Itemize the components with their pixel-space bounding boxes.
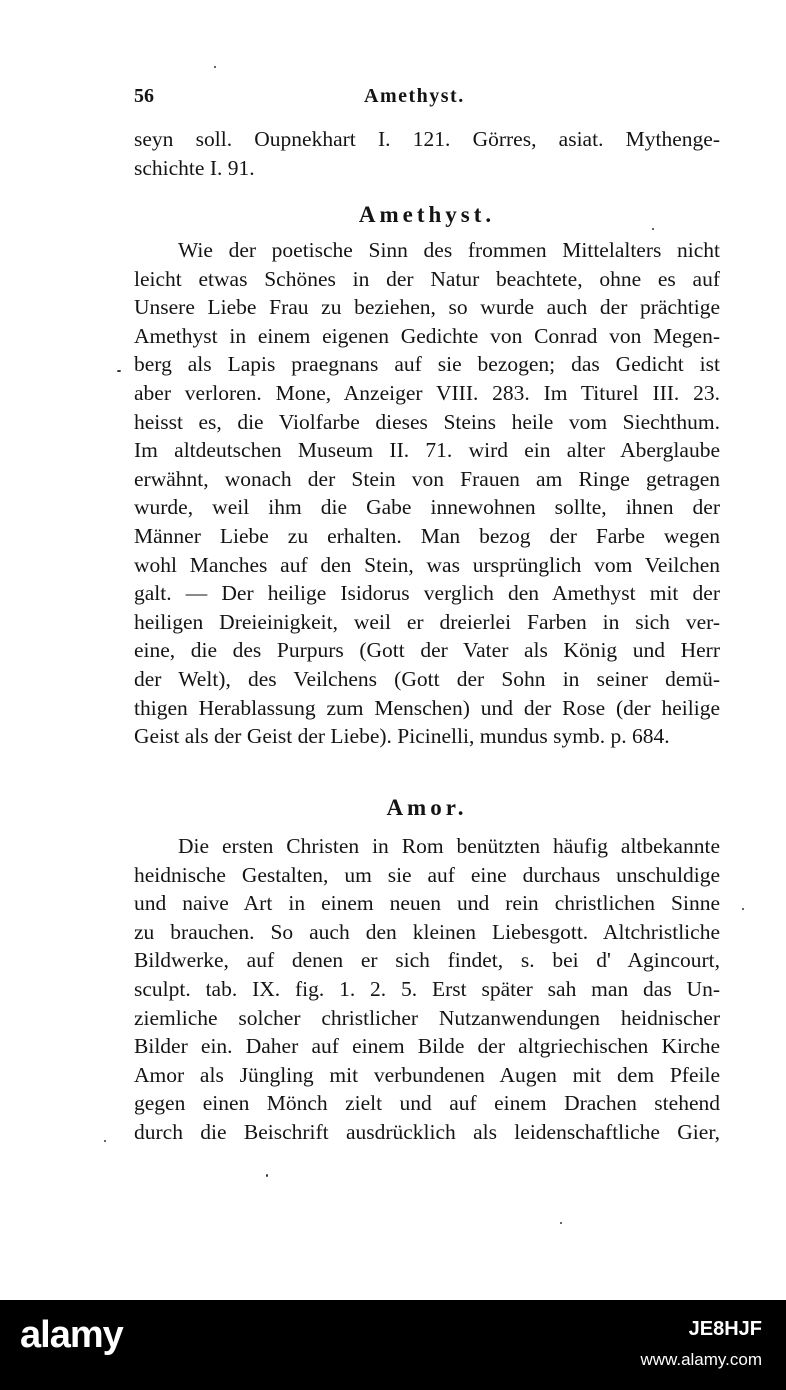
- text-line: der Welt), des Veilchens (Gott der Sohn in seiner demü-: [134, 666, 720, 691]
- text-line: Geist als der Geist der Liebe). Picinelli, mundus symb. p. 684.: [134, 724, 670, 749]
- image-id: JE8HJF: [688, 1318, 762, 1340]
- text-line: Amethyst in einem eigenen Gedichte von Conrad von Megen-: [134, 323, 720, 348]
- text-line: leicht etwas Schönes in der Natur beachtete, ohne es auf: [134, 266, 720, 291]
- section-heading-amor: Amor.: [386, 795, 468, 820]
- watermark-bar: [0, 1300, 786, 1390]
- text-line: Wie der poetische Sinn des frommen Mittelalters nicht: [178, 238, 720, 262]
- watermark-url: www.alamy.com: [640, 1350, 762, 1369]
- text-line: und naive Art in einem neuen und rein christlichen Sinne: [134, 891, 720, 916]
- print-speck: [104, 1140, 106, 1142]
- text-line: thigen Herablassung zum Menschen) und der Rose (der heilige: [134, 695, 720, 720]
- text-line: sculpt. tab. IX. fig. 1. 2. 5. Erst später sah man das Un-: [134, 976, 720, 1001]
- text-line: ziemliche solcher christlicher Nutzanwendungen heidnischer: [134, 1005, 720, 1030]
- text-line: Unsere Liebe Frau zu beziehen, so wurde auch der prächtige: [134, 295, 720, 320]
- intro-paragraph: [134, 125, 720, 182]
- page-number: 56: [134, 85, 154, 107]
- text-line: gegen einen Mönch zielt und auf einem Drachen stehend: [134, 1091, 720, 1116]
- running-head: [134, 85, 720, 113]
- text-line: heisst es, die Violfarbe dieses Steins heile vom Siechthum.: [134, 409, 720, 434]
- print-speck: [214, 66, 216, 68]
- print-speck: [560, 1222, 562, 1224]
- text-line: wohl Manches auf den Stein, was ursprünglich vom Veilchen: [134, 552, 720, 577]
- text-line: Bildwerke, auf denen er sich findet, s. bei d' Agincourt,: [134, 948, 720, 973]
- text-line: schichte I. 91.: [134, 155, 255, 180]
- text-line: Amor als Jüngling mit verbundenen Augen mit dem Pfeile: [134, 1062, 720, 1087]
- text-line: Im altdeutschen Museum II. 71. wird ein alter Aberglaube: [134, 438, 720, 463]
- print-speck: [266, 1174, 268, 1177]
- text-line: Die ersten Christen in Rom benützten häufig altbekannte: [178, 834, 720, 858]
- paragraph-amethyst: [134, 236, 720, 751]
- text-line: heidnische Gestalten, um sie auf eine durchaus unschuldige: [134, 862, 720, 887]
- text-line: heiligen Dreieinigkeit, weil er dreierlei Farben in sich ver-: [134, 609, 720, 634]
- text-line: zu brauchen. So auch den kleinen Liebesgott. Altchristliche: [134, 919, 720, 944]
- paragraph-amor: [134, 832, 720, 1147]
- text-line: Männer Liebe zu erhalten. Man bezog der Farbe wegen: [134, 523, 720, 548]
- print-speck: [652, 228, 654, 230]
- text-line: aber verloren. Mone, Anzeiger VIII. 283. Im Titurel III. 23.: [134, 380, 720, 405]
- section-heading-amethyst: Amethyst.: [358, 202, 496, 227]
- text-line: eine, die des Purpurs (Gott der Vater als König und Herr: [134, 638, 720, 663]
- text-line: durch die Beischrift ausdrücklich als leidenschaftliche Gier,: [134, 1119, 720, 1144]
- text-line: erwähnt, wonach der Stein von Frauen am Ringe getragen: [134, 466, 720, 491]
- running-title: Amethyst.: [364, 85, 465, 107]
- text-line: wurde, weil ihm die Gabe innewohnen sollte, ihnen der: [134, 495, 720, 520]
- print-speck: [117, 370, 121, 372]
- text-line: berg als Lapis praegnans auf sie bezogen; das Gedicht ist: [134, 352, 720, 377]
- print-speck: [742, 908, 744, 910]
- text-line: Bilder ein. Daher auf einem Bilde der altgriechischen Kirche: [134, 1034, 720, 1059]
- text-line: galt. — Der heilige Isidorus verglich den Amethyst mit der: [134, 581, 720, 606]
- alamy-logo: alamy: [20, 1314, 123, 1356]
- text-line: seyn soll. Oupnekhart I. 121. Görres, asiat. Mythenge-: [134, 127, 720, 151]
